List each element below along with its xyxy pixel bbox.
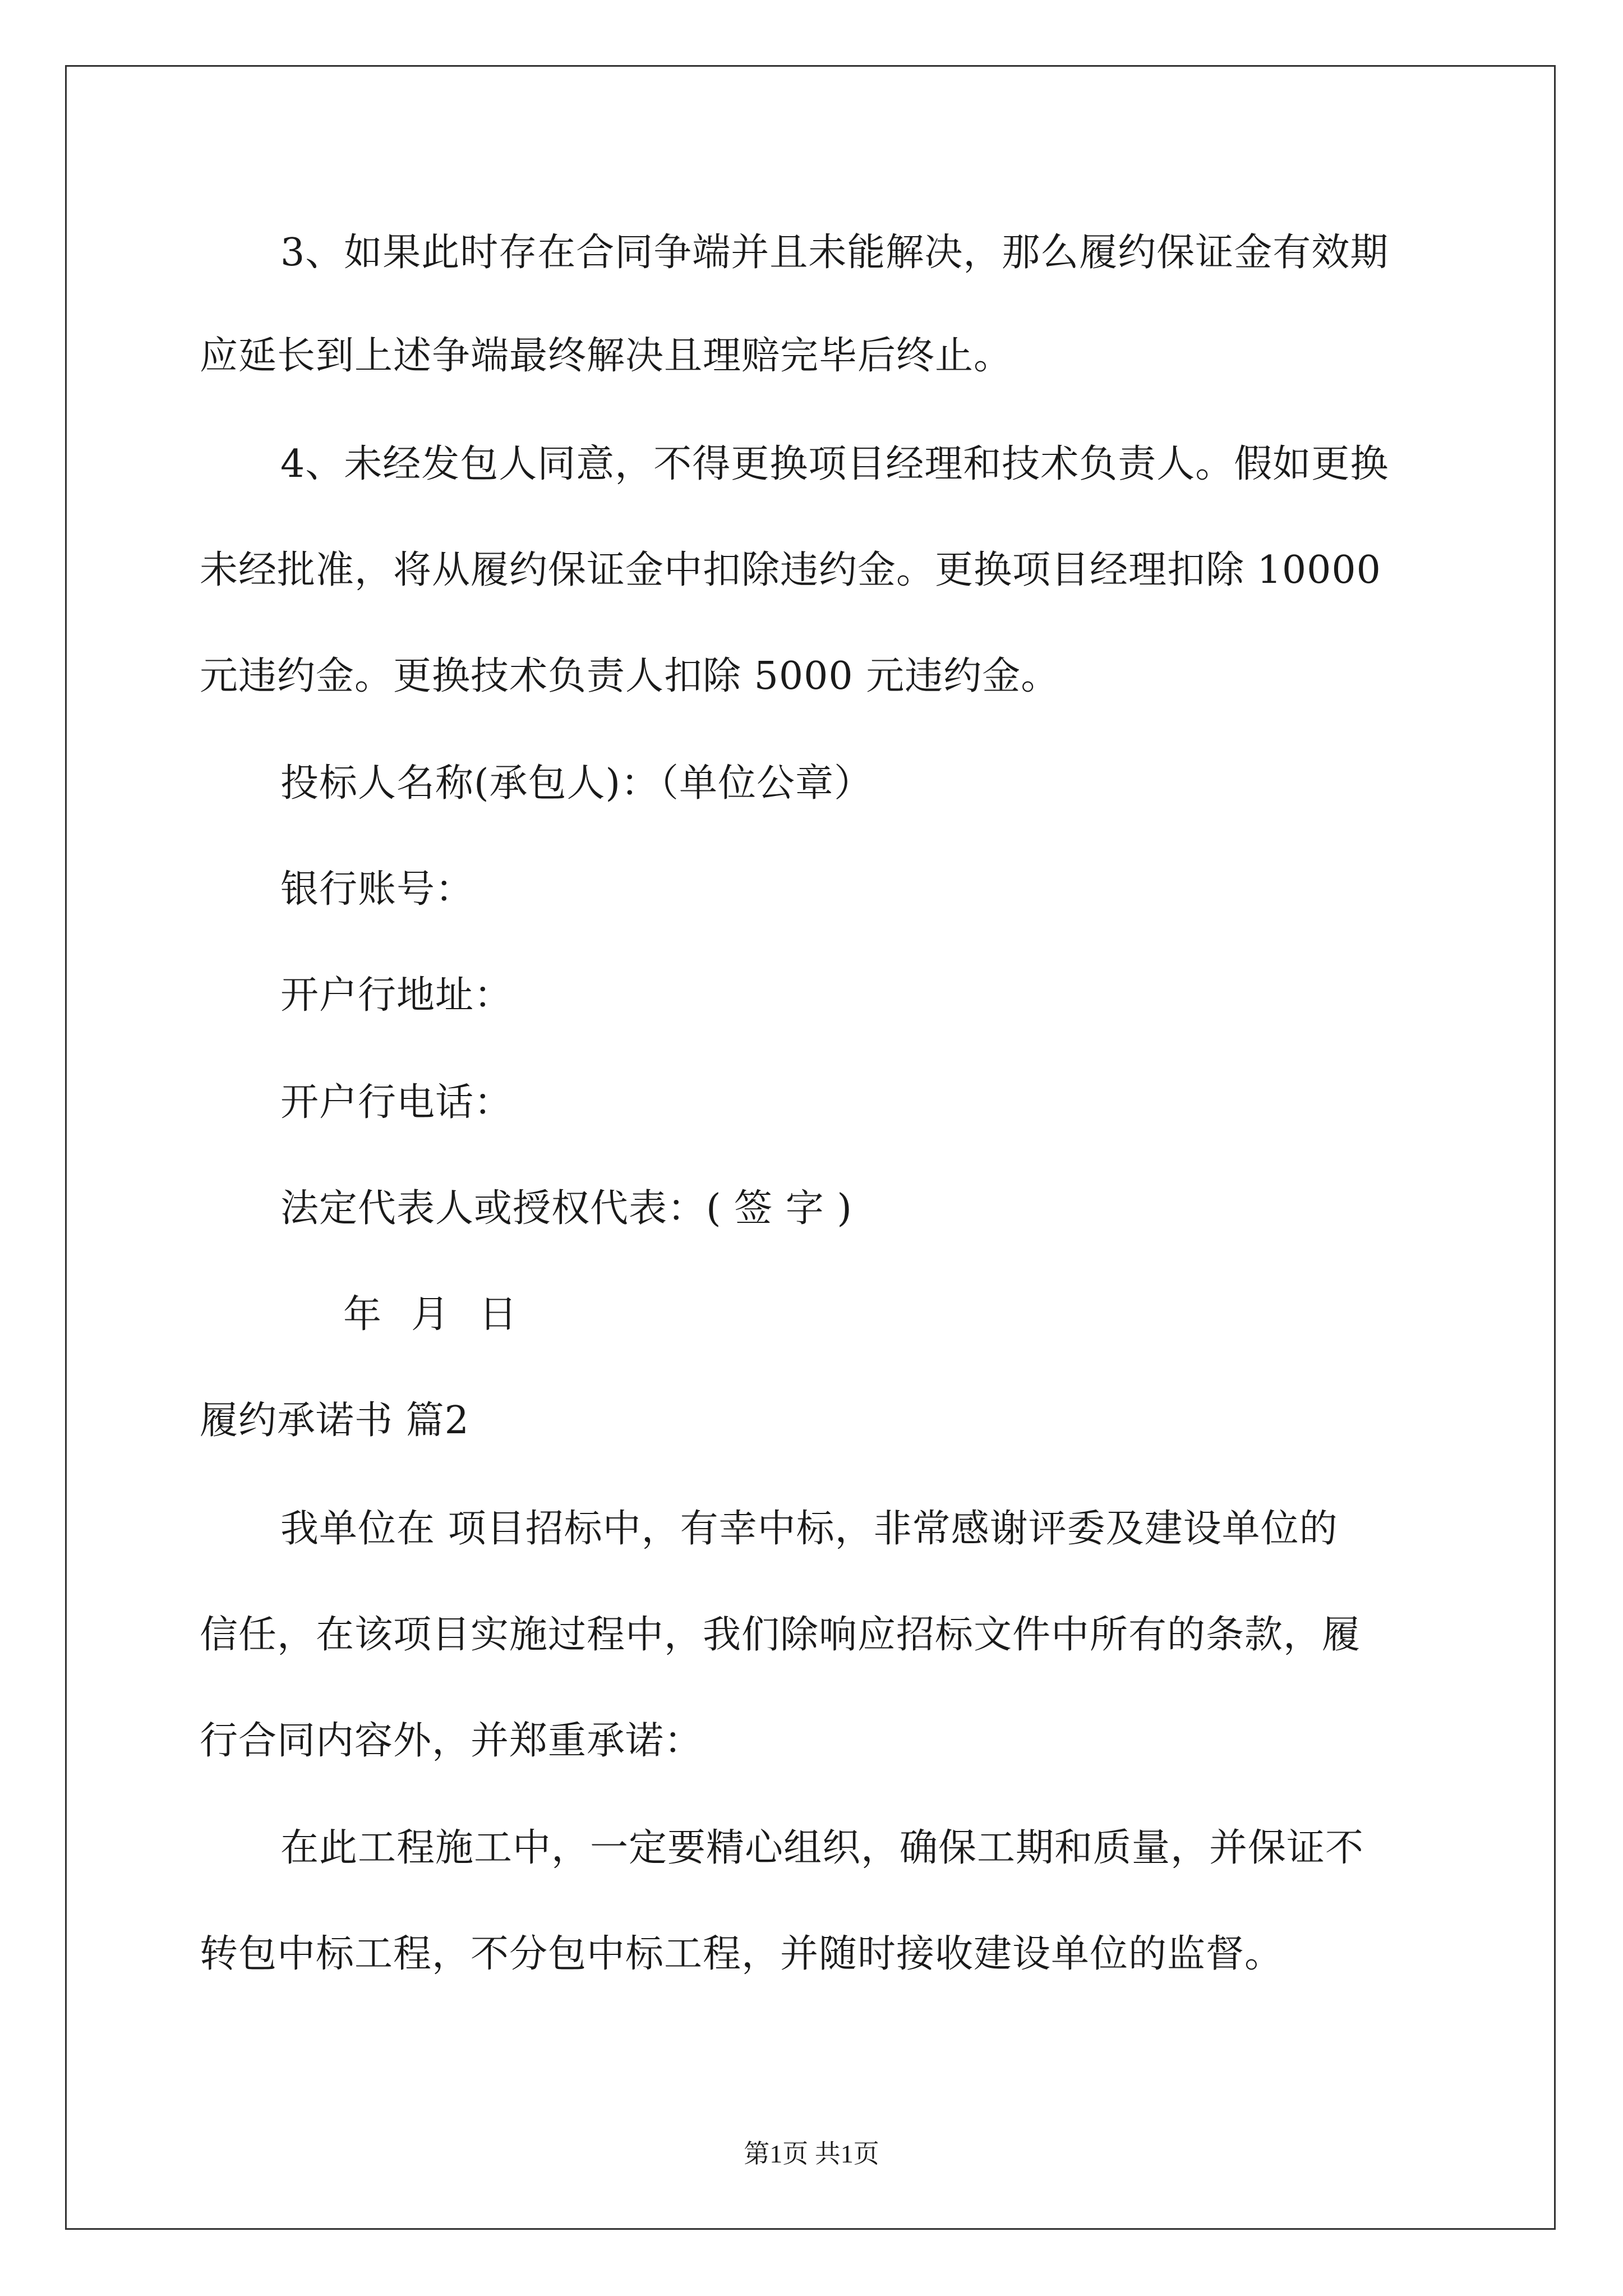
date-year: 年 — [343, 1292, 382, 1337]
paragraph-4-line-2: 未经批准，将从履约保证金中扣除违约金。更换项目经理扣除 10000 — [200, 548, 1381, 592]
paragraph-3-line-1: 3、如果此时存在合同争端并且未能解决，那么履约保证金有效期 — [280, 231, 1389, 275]
section-paragraph-1-line-3: 行合同内容外，并郑重承诺： — [200, 1719, 703, 1763]
date-day: 日 — [479, 1292, 518, 1337]
section-paragraph-1-line-2: 信任，在该项目实施过程中，我们除响应招标文件中所有的条款，履 — [200, 1613, 1361, 1657]
section-paragraph-2-line-1: 在此工程施工中，一定要精心组织，确保工期和质量，并保证不 — [280, 1826, 1364, 1870]
section-paragraph-1-line-1: 我单位在 项目招标中，有幸中标，非常感谢评委及建设单位的 — [280, 1507, 1338, 1551]
bank-phone-field: 开户行电话： — [280, 1080, 513, 1125]
bidder-name-field: 投标人名称(承包人)：（单位公章） — [280, 761, 873, 806]
section-paragraph-2-line-2: 转包中标工程，不分包中标工程，并随时接收建设单位的监督。 — [200, 1932, 1284, 1976]
paragraph-3-line-2: 应延长到上述争端最终解决且理赔完毕后终止。 — [200, 334, 1013, 378]
page-number-footer: 第1页 共1页 — [744, 2139, 879, 2168]
paragraph-4-line-1: 4、未经发包人同意，不得更换项目经理和技术负责人。假如更换 — [280, 442, 1389, 486]
page-border — [65, 65, 1556, 2230]
section-title: 履约承诺书 篇2 — [200, 1398, 469, 1443]
signature-field: 法定代表人或授权代表：( 签 字 ) — [280, 1186, 852, 1231]
date-line — [343, 1292, 547, 1337]
bank-account-field: 银行账号： — [280, 867, 474, 912]
bank-address-field: 开户行地址： — [280, 973, 513, 1018]
date-month: 月 — [411, 1292, 450, 1337]
paragraph-4-line-3: 元违约金。更换技术负责人扣除 5000 元违约金。 — [200, 654, 1060, 698]
